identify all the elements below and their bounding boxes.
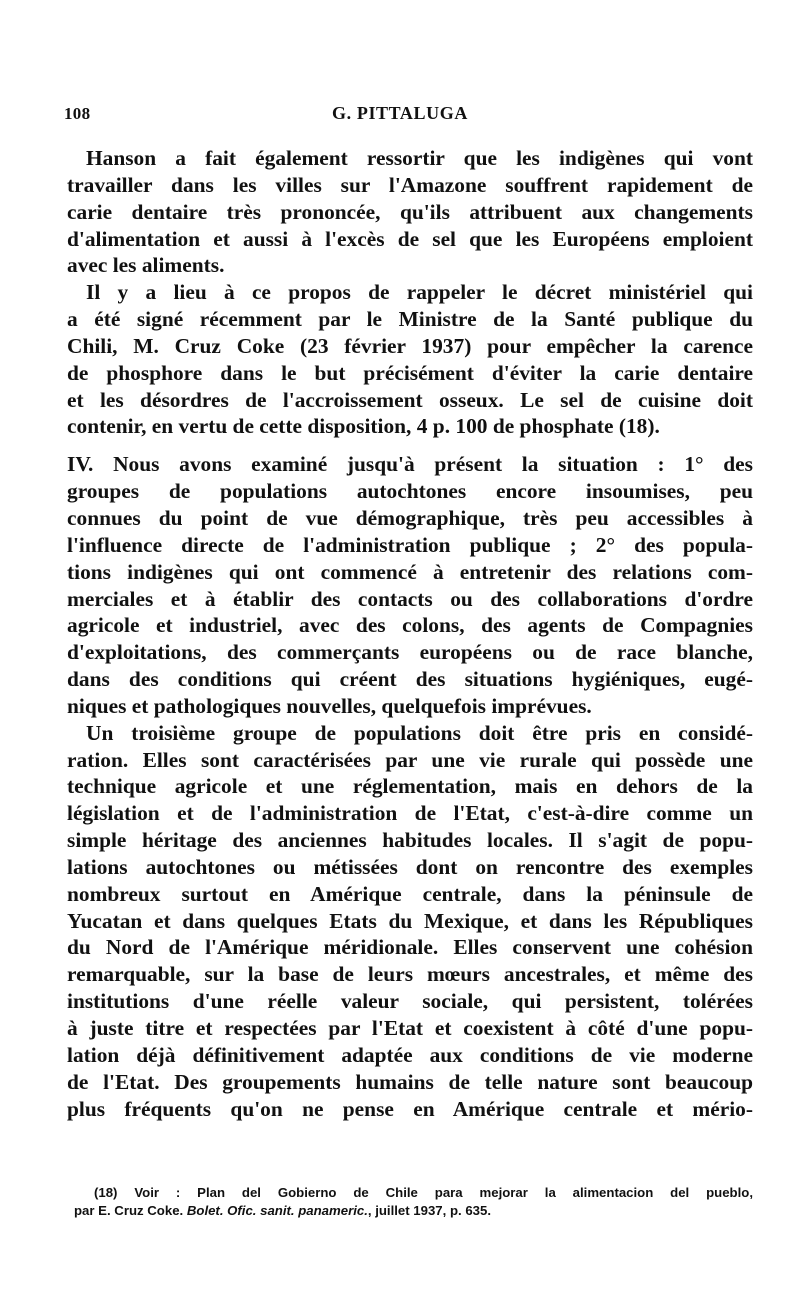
text-line: et les désordres de l'accroissement osseux. Le sel de cuisine doit: [67, 387, 753, 412]
text-line: carie dentaire très prononcée, qu'ils attribuent aux changements: [67, 199, 753, 224]
text-line: nombreux surtout en Amérique centrale, dans la péninsule de: [67, 881, 753, 906]
text-line: dans des conditions qui créent des situations hygiéniques, eugé-: [67, 667, 753, 692]
text-line: IV. Nous avons examiné jusqu'à présent la situation : 1° des: [67, 452, 753, 477]
paragraph: [67, 279, 753, 440]
text-line: législation et de l'administration de l'Etat, c'est-à-dire comme un: [67, 801, 753, 826]
text-line: connues du point de vue démographique, très peu accessibles à: [67, 505, 753, 530]
footnote-line: [74, 1202, 753, 1220]
text-line: avec les aliments.: [67, 253, 225, 278]
page-number: 108: [64, 104, 91, 123]
running-title: G. PITTALUGA: [332, 103, 468, 123]
text-line: technique agricole et une réglementation, mais en dehors de la: [67, 774, 753, 799]
text-line: Chili, M. Cruz Coke (23 février 1937) pour empêcher la carence: [67, 333, 753, 358]
paragraph: [67, 720, 753, 1123]
text-line: plus fréquents qu'on ne pense en Amérique centrale et mério-: [67, 1096, 753, 1121]
text-line: ration. Elles sont caractérisées par une vie rurale qui possède une: [67, 747, 753, 772]
section-gap: [67, 440, 753, 451]
text-line: Il y a lieu à ce propos de rappeler le décret ministériel qui: [86, 280, 753, 305]
footnote-author: par E. Cruz Coke.: [74, 1203, 187, 1218]
text-line: remarquable, sur la base de leurs mœurs ancestrales, et même des: [67, 962, 753, 987]
text-line: travailler dans les villes sur l'Amazone souffrent rapidement de: [67, 172, 753, 197]
text-line: Yucatan et dans quelques Etats du Mexique, et dans les Républiques: [67, 908, 753, 933]
paragraph: [67, 451, 753, 719]
text-line: d'exploitations, des commerçants européens ou de race blanche,: [67, 640, 753, 665]
text-line: lations autochtones ou métissées dont on rencontre des exemples: [67, 854, 753, 879]
text-line: groupes de populations autochtones encore insoumises, peu: [67, 479, 753, 504]
text-line: merciales et à établir des contacts ou des collaborations d'ordre: [67, 586, 753, 611]
footnote: [74, 1184, 753, 1220]
footnote-date: , juillet 1937, p. 635.: [367, 1203, 492, 1218]
paragraph: [67, 145, 753, 279]
text-line: lation déjà définitivement adaptée aux conditions de vie moderne: [67, 1042, 753, 1067]
footnote-journal: Bolet. Ofic. sanit. panameric.: [186, 1203, 368, 1218]
text-line: à juste titre et respectées par l'Etat et coexistent à côté d'une popu-: [67, 1016, 753, 1040]
text-line: d'alimentation et aussi à l'excès de sel que les Européens emploient: [67, 226, 753, 251]
text-line: de l'Etat. Des groupements humains de telle nature sont beaucoup: [67, 1069, 753, 1094]
text-line: institutions d'une réelle valeur sociale, qui persistent, tolérées: [67, 989, 753, 1014]
text-line: Hanson a fait également ressortir que les indigènes qui vont: [86, 146, 753, 170]
body-text: [67, 145, 753, 1122]
footnote-line: (18) Voir : Plan del Gobierno de Chile para mejorar la alimentacion del pueblo,: [94, 1185, 753, 1200]
text-line: contenir, en vertu de cette disposition, 4 p. 100 de phosphate (18).: [67, 414, 660, 439]
text-line: l'influence directe de l'administration publique ; 2° des popula-: [67, 532, 753, 557]
text-line: agricole et industriel, avec des colons, des agents de Compagnies: [67, 613, 753, 638]
text-line: a été signé récemment par le Ministre de la Santé publique du: [67, 307, 753, 332]
text-line: niques et pathologiques nouvelles, quelquefois imprévues.: [67, 693, 592, 718]
text-line: de phosphore dans le but précisément d'éviter la carie dentaire: [67, 360, 753, 385]
text-line: simple héritage des anciennes habitudes locales. Il s'agit de popu-: [67, 828, 753, 853]
text-line: Un troisième groupe de populations doit être pris en considé-: [86, 720, 753, 745]
text-line: tions indigènes qui ont commencé à entretenir des relations com-: [67, 559, 753, 584]
text-line: du Nord de l'Amérique méridionale. Elles conservent une cohésion: [67, 935, 753, 960]
